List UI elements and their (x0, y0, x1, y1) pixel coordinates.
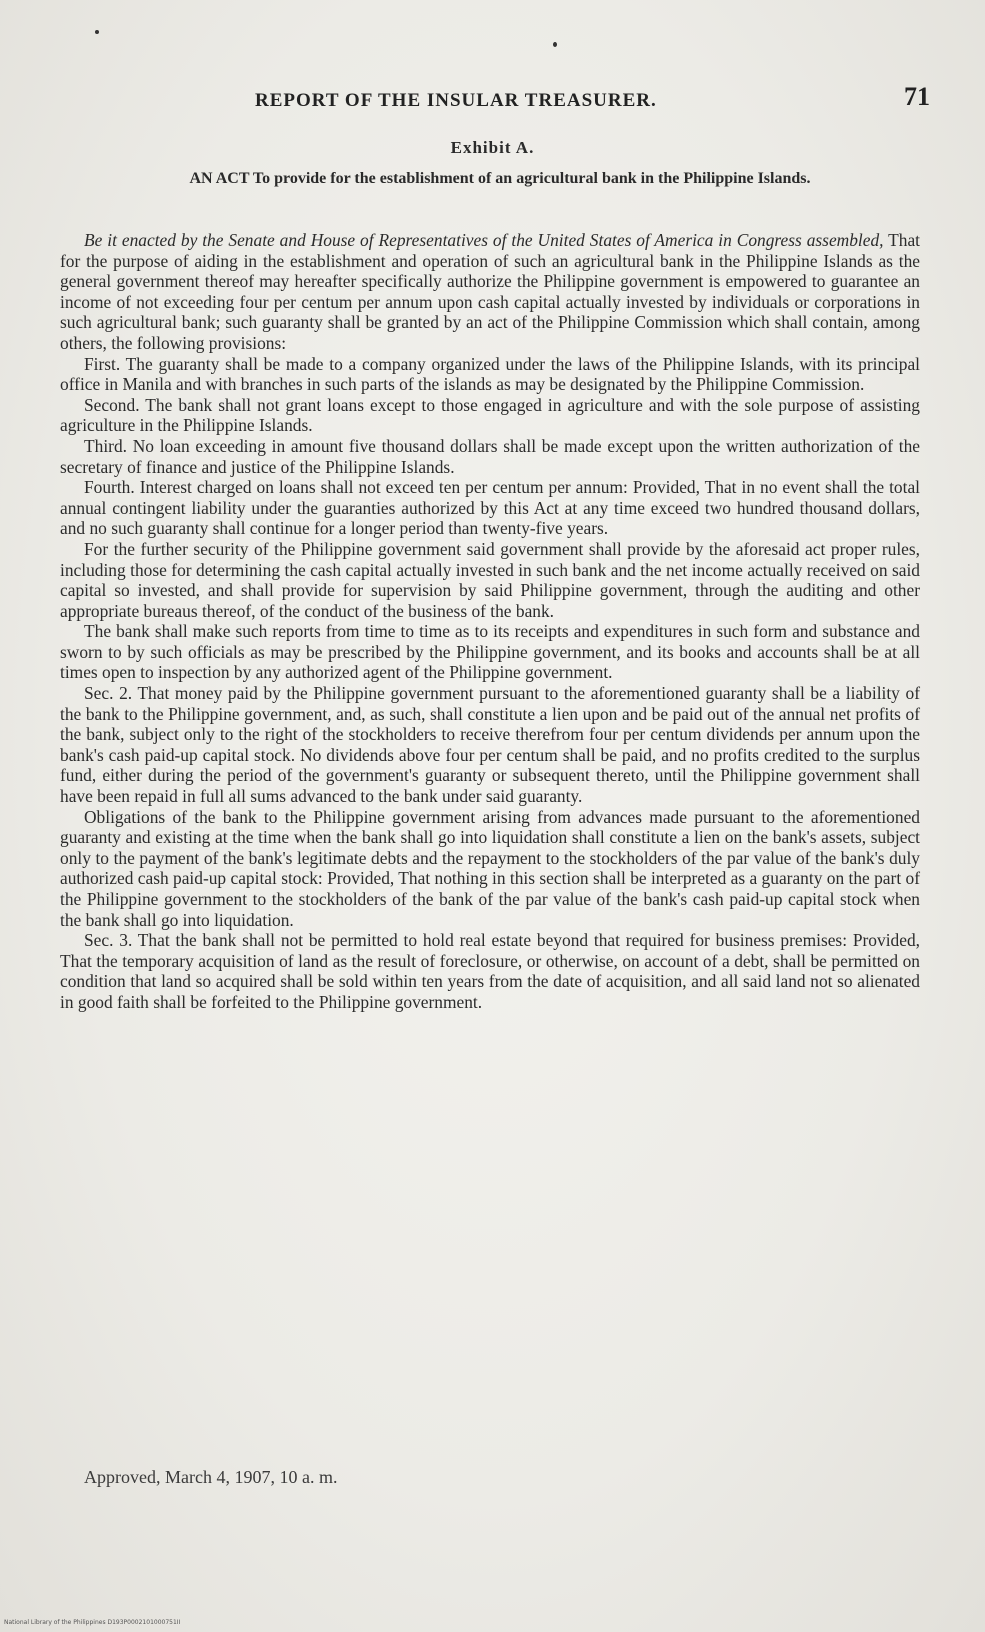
security-paragraph: For the further security of the Philippine government said government shall provide by the aforesaid act proper rules, including those for determining the cash capital actually invested in such bank and the net income actually received on said capital so invested, and shall provide for supervision by said Philippine government, through the auditing and other appropriate bureaus thereof, of the conduct of the business of the bank. (60, 538, 920, 621)
reports-paragraph: The bank shall make such reports from time to time as to its receipts and expenditures in such form and substance and sworn to by such officials as may be prescribed by the Philippine government, and its books and accounts shall be at all times open to inspection by any authorized agent of the Philippine government. (60, 621, 920, 683)
section-3-paragraph: Sec. 3. That the bank shall not be permitted to hold real estate beyond that required for business premises: Provided, That the temporary acquisition of land as the result of foreclosure, or otherwise, on account of a debt, shall be permitted on condition that land so acquired shall be sold within ten years from the date of acquisition, and all said land not so alienated in good faith shall be forfeited to the Philippine government. (60, 930, 920, 1012)
ink-speck (553, 42, 557, 47)
act-body (60, 230, 920, 1013)
provision-first: First. The guaranty shall be made to a company organized under the laws of the Philippine Islands, with its principal office in Manila and with branches in such parts of the islands as may be designated by the Philippine Commission. (60, 353, 920, 395)
provision-second: Second. The bank shall not grant loans except to those engaged in agriculture and with the sole purpose of assisting agriculture in the Philippine Islands. (60, 394, 920, 436)
paragraph-text: That for the purpose of aiding in the establishment and operation of such an agricultural bank in the Philippine Islands as the general government thereof may hereafter specifically authorize the Philippine government is empowered to guarantee an income of not exceeding four per centum per annum upon cash capital actually invested by individuals or corporations in such agricultural bank; such guaranty shall be granted by an act of the Philippine Commission which shall contain, among others, the following provisions: (60, 230, 921, 353)
provision-fourth: Fourth. Interest charged on loans shall not exceed ten per centum per annum: Provided, That in no event shall the total annual contingent liability under the guaranties authorized by this Act at any time exceed two hundred thousand dollars, and no such guaranty shall continue for a longer period than twenty-five years. (60, 477, 920, 539)
section-2-paragraph: Sec. 2. That money paid by the Philippine government pursuant to the aforementioned guaranty shall be a liability of the bank to the Philippine government, and, as such, shall constitute a lien upon and be paid out of the annual net profits of the bank, subject only to the right of the stockholders to receive therefrom four per centum dividends per annum upon the bank's cash paid-up capital stock. No dividends above four per centum shall be paid, and no profits credited to the surplus fund, either during the period of the government's guaranty or subsequent thereto, until the Philippine government shall have been repaid in full all sums advanced to the bank under said guaranty. (60, 683, 920, 807)
exhibit-heading: Exhibit A. (450, 138, 535, 157)
page-number: 71 (904, 82, 930, 111)
provision-third: Third. No loan exceeding in amount five thousand dollars shall be made except upon the written authorization of the secretary of finance and justice of the Philippine Islands. (60, 435, 920, 477)
approval-line: Approved, March 4, 1907, 10 a. m. (84, 1467, 338, 1487)
enacting-clause: Be it enacted by the Senate and House of Representatives of the United States of America in Congress assembled, (84, 230, 884, 250)
obligations-paragraph: Obligations of the bank to the Philippine government arising from advances made pursuant to the aforementioned guaranty and existing at the time when the bank shall go into liquidation shall constitute a lien on the bank's assets, subject only to the payment of the bank's legitimate debts and the repayment to the stockholders of the par value of the bank's duly authorized cash paid-up capital stock: Provided, That nothing in this section shall be interpreted as a guaranty on the part of the Philippine government to the stockholders of the bank of the par value of the bank's cash paid-up capital stock when the bank shall go into liquidation. (60, 806, 920, 930)
enacting-paragraph (60, 230, 920, 354)
ink-speck (95, 30, 99, 34)
act-title: AN ACT To provide for the establishment of an agricultural bank in the Philippine Islands. (189, 170, 811, 187)
page-header (60, 82, 930, 122)
scan-footer: National Library of the Philippines D193P0002101000751II (4, 1619, 181, 1626)
running-title: REPORT OF THE INSULAR TREASURER. (255, 90, 657, 111)
